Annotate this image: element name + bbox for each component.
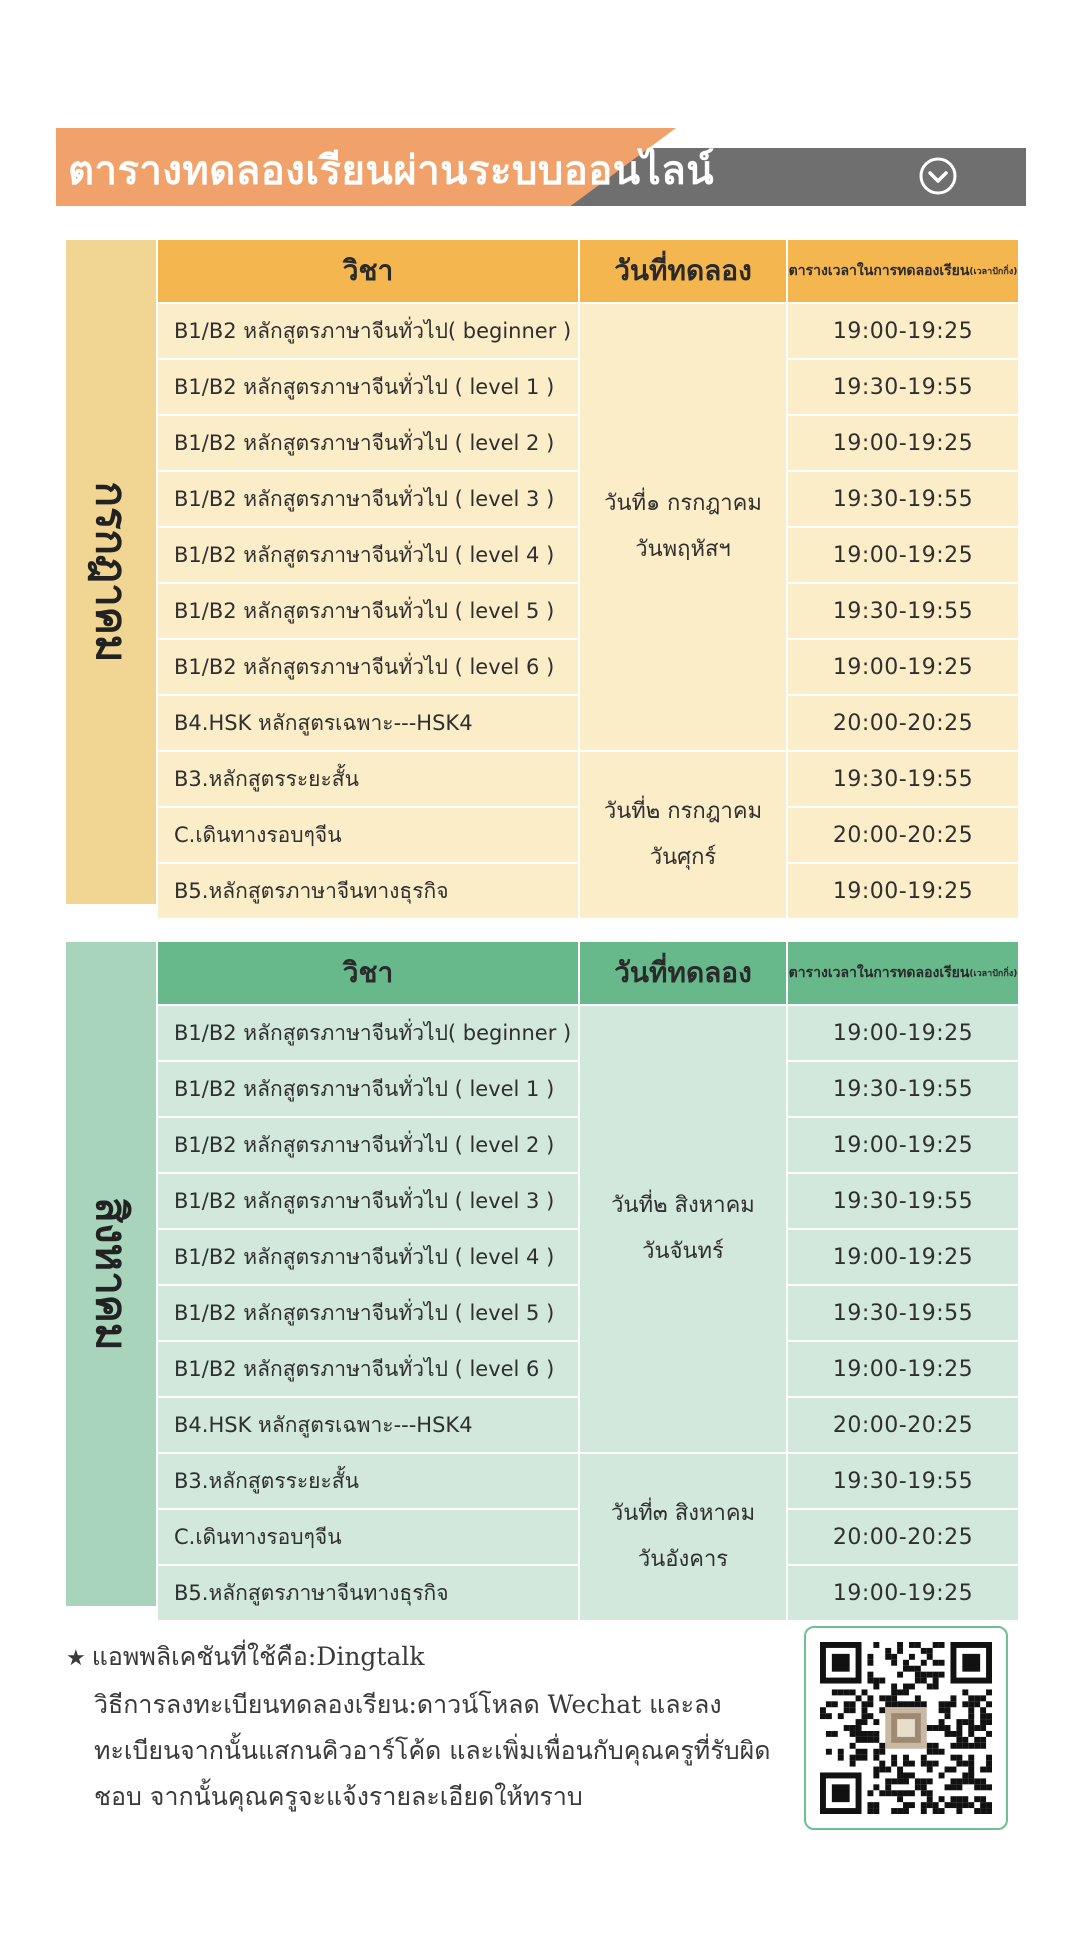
time-cell: 19:00-19:25 xyxy=(788,1006,1018,1060)
subject-cell: B1/B2 หลักสูตรภาษาจีนทั่วไป ( level 1 ) xyxy=(158,1062,578,1116)
date-cell xyxy=(580,1454,786,1620)
app-note-text: แอพพลิเคชันที่ใช้คือ:Dingtalk xyxy=(91,1642,425,1671)
time-cell: 19:30-19:55 xyxy=(788,1062,1018,1116)
time-cell: 19:00-19:25 xyxy=(788,416,1018,470)
subject-cell: B1/B2 หลักสูตรภาษาจีนทั่วไป ( level 5 ) xyxy=(158,1286,578,1340)
time-cell: 20:00-20:25 xyxy=(788,1510,1018,1564)
date-line: วันที่๒ สิงหาคม xyxy=(611,1193,755,1218)
time-cell: 19:30-19:55 xyxy=(788,584,1018,638)
header-date: วันที่ทดลอง xyxy=(580,240,786,302)
header-time xyxy=(788,240,1018,302)
app-note-line xyxy=(66,1634,786,1682)
weekday-line: วันจันทร์ xyxy=(642,1239,724,1264)
subject-cell: B1/B2 หลักสูตรภาษาจีนทั่วไป ( level 1 ) xyxy=(158,360,578,414)
date-line: วันที่๒ กรกฎาคม xyxy=(603,799,763,824)
chevron-down-circle-icon[interactable] xyxy=(918,156,958,196)
header-time xyxy=(788,942,1018,1004)
time-cell: 19:30-19:55 xyxy=(788,472,1018,526)
header-time-label: ตารางเวลาในการทดลองเรียน xyxy=(788,263,970,279)
header-time-note: (เวลาปักกิ่ง) xyxy=(969,267,1018,277)
time-cell: 19:00-19:25 xyxy=(788,1118,1018,1172)
subject-cell: B1/B2 หลักสูตรภาษาจีนทั่วไป( beginner ) xyxy=(158,1006,578,1060)
qr-code-icon[interactable] xyxy=(804,1626,1008,1830)
subject-cell: B1/B2 หลักสูตรภาษาจีนทั่วไป ( level 4 ) xyxy=(158,1230,578,1284)
registration-note xyxy=(66,1634,786,1820)
star-icon: ★ xyxy=(66,1646,86,1671)
subject-cell: B1/B2 หลักสูตรภาษาจีนทั่วไป ( level 3 ) xyxy=(158,472,578,526)
subject-cell: B4.HSK หลักสูตรเฉพาะ---HSK4 xyxy=(158,696,578,750)
subject-cell: B1/B2 หลักสูตรภาษาจีนทั่วไป ( level 4 ) xyxy=(158,528,578,582)
qr-code-graphic xyxy=(820,1642,992,1814)
schedule-table-july xyxy=(66,240,1018,904)
time-cell: 19:00-19:25 xyxy=(788,640,1018,694)
month-label: กรกฎาคม xyxy=(87,481,136,663)
time-cell: 19:00-19:25 xyxy=(788,864,1018,918)
subject-cell: B1/B2 หลักสูตรภาษาจีนทั่วไป ( level 3 ) xyxy=(158,1174,578,1228)
weekday-line: วันพฤหัสฯ xyxy=(635,537,731,562)
time-cell: 19:30-19:55 xyxy=(788,752,1018,806)
subject-cell: B5.หลักสูตรภาษาจีนทางธุรกิจ xyxy=(158,1566,578,1620)
time-cell: 19:30-19:55 xyxy=(788,360,1018,414)
time-cell: 19:00-19:25 xyxy=(788,528,1018,582)
date-cell xyxy=(580,304,786,750)
header-date: วันที่ทดลอง xyxy=(580,942,786,1004)
time-cell: 19:00-19:25 xyxy=(788,1566,1018,1620)
page-title: ตารางทดลองเรียนผ่านระบบออนไลน์ xyxy=(68,147,715,194)
time-cell: 19:30-19:55 xyxy=(788,1174,1018,1228)
time-cell: 20:00-20:25 xyxy=(788,808,1018,862)
header-subject: วิชา xyxy=(158,240,578,302)
subject-cell: B4.HSK หลักสูตรเฉพาะ---HSK4 xyxy=(158,1398,578,1452)
time-cell: 19:30-19:55 xyxy=(788,1454,1018,1508)
time-cell: 19:00-19:25 xyxy=(788,304,1018,358)
subject-cell: B1/B2 หลักสูตรภาษาจีนทั่วไป ( level 6 ) xyxy=(158,1342,578,1396)
weekday-line: วันอังคาร xyxy=(637,1547,729,1572)
time-cell: 20:00-20:25 xyxy=(788,1398,1018,1452)
date-cell xyxy=(580,752,786,918)
time-cell: 19:00-19:25 xyxy=(788,1342,1018,1396)
schedule-table-august xyxy=(66,942,1018,1606)
header-time-note: (เวลาปักกิ่ง) xyxy=(969,969,1018,979)
subject-cell: B1/B2 หลักสูตรภาษาจีนทั่วไป ( level 5 ) xyxy=(158,584,578,638)
header-subject: วิชา xyxy=(158,942,578,1004)
registration-instructions: วิธีการลงทะเบียนทดลองเรียน:ดาวน์โหลด Wechat และลงทะเบียนจากนั้นแสกนคิวอาร์โค้ด และเพิ่มเพื่อนกับคุณครูที่รับผิดชอบ จากนั้นคุณครูจะแจ้งรายละเอียดให้ทราบ xyxy=(94,1690,771,1811)
subject-cell: C.เดินทางรอบๆจีน xyxy=(158,808,578,862)
time-cell: 19:30-19:55 xyxy=(788,1286,1018,1340)
date-line: วันที่๓ สิงหาคม xyxy=(610,1501,756,1526)
page-banner xyxy=(56,128,1026,206)
weekday-line: วันศุกร์ xyxy=(649,845,717,870)
subject-cell: C.เดินทางรอบๆจีน xyxy=(158,1510,578,1564)
time-cell: 20:00-20:25 xyxy=(788,696,1018,750)
subject-cell: B1/B2 หลักสูตรภาษาจีนทั่วไป ( level 2 ) xyxy=(158,416,578,470)
header-time-label: ตารางเวลาในการทดลองเรียน xyxy=(788,965,970,981)
month-label-cell xyxy=(66,942,156,1606)
subject-cell: B1/B2 หลักสูตรภาษาจีนทั่วไป ( level 2 ) xyxy=(158,1118,578,1172)
subject-cell: B1/B2 หลักสูตรภาษาจีนทั่วไป( beginner ) xyxy=(158,304,578,358)
subject-cell: B3.หลักสูตรระยะสั้น xyxy=(158,752,578,806)
month-label-cell xyxy=(66,240,156,904)
subject-cell: B5.หลักสูตรภาษาจีนทางธุรกิจ xyxy=(158,864,578,918)
subject-cell: B3.หลักสูตรระยะสั้น xyxy=(158,1454,578,1508)
date-cell xyxy=(580,1006,786,1452)
time-cell: 19:00-19:25 xyxy=(788,1230,1018,1284)
subject-cell: B1/B2 หลักสูตรภาษาจีนทั่วไป ( level 6 ) xyxy=(158,640,578,694)
date-line: วันที่๑ กรกฎาคม xyxy=(604,491,762,516)
month-label: สิงหาคม xyxy=(87,1197,136,1351)
